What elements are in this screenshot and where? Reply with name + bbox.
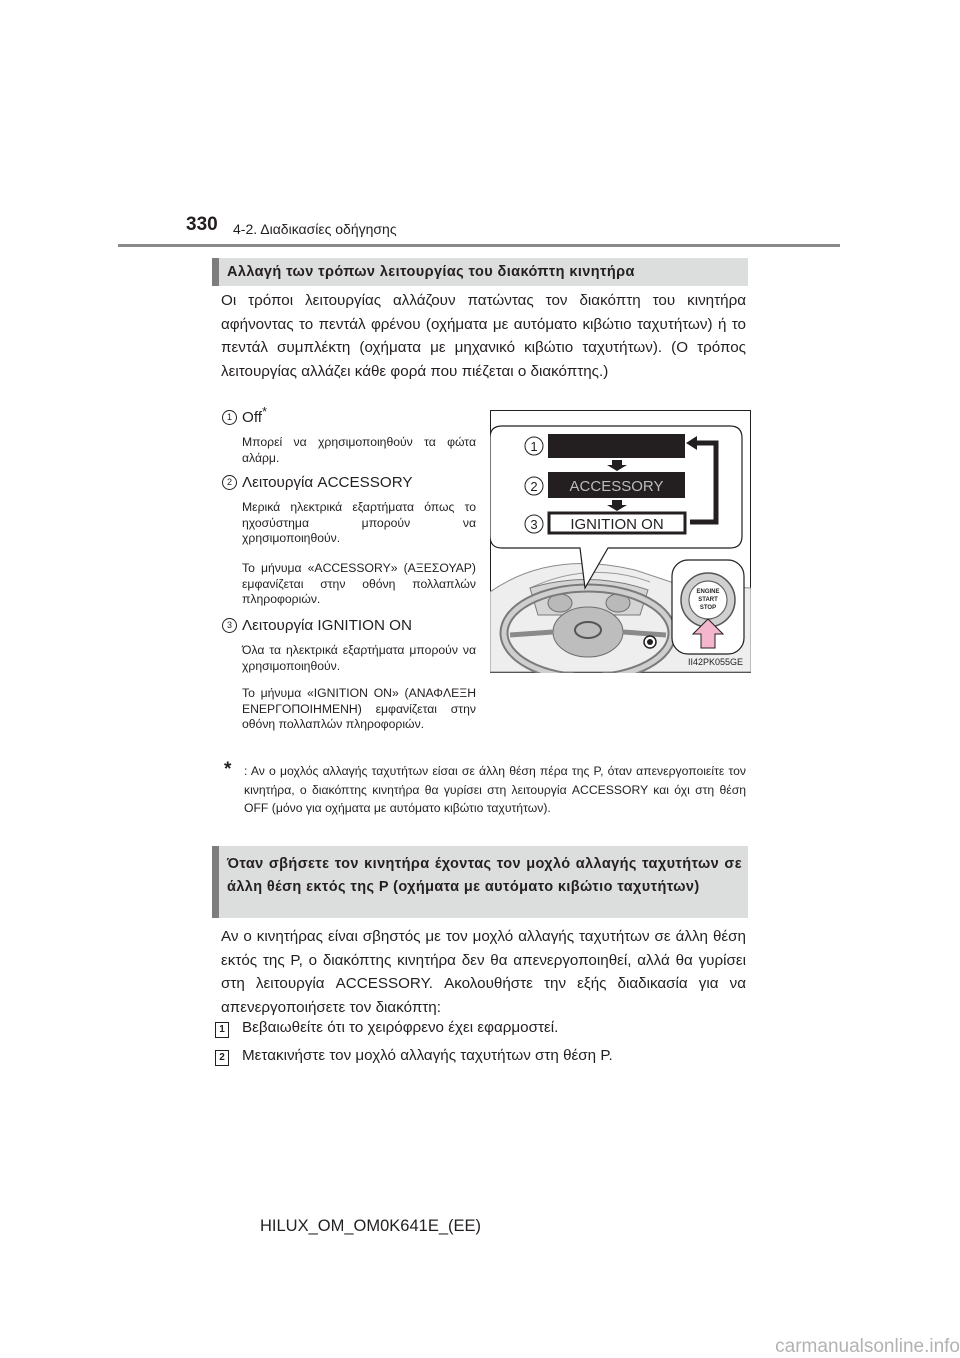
- header-divider: [118, 244, 840, 247]
- shift-lever-paragraph: Αν ο κινητήρας είναι σβηστός με τον μοχλό αλλαγής ταχυτήτων σε άλλη θέση εκτός της P, ο διακόπτης κινητήρα δεν θα απενεργοποιηθεί, αλλά θα γυρίσει στη λειτουργία ACCESSORY. Ακολουθήστε την εξής διαδικασία για να απενεργοποιήσετε τον διακόπτη:: [221, 928, 746, 1016]
- intro-paragraph: Οι τρόποι λειτουργίας αλλάζουν πατώντας τον διακόπτη του κινητήρα αφήνοντας το πεντάλ φρένου (οχήματα με αυτόματο κιβώτιο ταχυτήτων) ή το πεντάλ συμπλέκτη (οχήματα με μηχανικό κιβώτιο ταχυτήτων). (Ο τρόπος λειτουργίας αλλάζει κάθε φορά που πιέζεται ο διακόπτης.): [221, 292, 746, 380]
- item-title-accessory: Λειτουργία ACCESSORY: [242, 474, 413, 491]
- item-title-ignition-on: Λειτουργία IGNITION ON: [242, 617, 412, 634]
- item-desc-ignition-2: Το μήνυμα «IGNITION ON» (ΑΝΑΦΛΕΞΗ ΕΝΕΡΓΟΠΟΙΗΜΕΝΗ) εμφανίζεται στην οθόνη πολλαπλών πληροφοριών.: [242, 686, 476, 732]
- footnote-star: *: [261, 403, 268, 419]
- section-heading-mode-change: Αλλαγή των τρόπων λειτουργίας του διακόπτη κινητήρα: [212, 258, 748, 286]
- item-title-off: [242, 403, 268, 426]
- figure-code: II42PK055GE: [687, 657, 743, 667]
- footnote-text: : Αν ο μοχλός αλλαγής ταχυτήτων είσαι σε άλλη θέση πέρα της P, όταν απενεργοποιείτε τον κινητήρα, ο διακόπτης κινητήρα θα γυρίσει στη λειτουργία ACCESSORY και όχι στη θέση OFF (μόνο για οχήματα με αυτόματο κιβώτιο ταχυτήτων).: [244, 764, 746, 816]
- footnote-marker: *: [224, 759, 232, 780]
- item-number-2: 2: [222, 475, 237, 490]
- breadcrumb: 4-2. Διαδικασίες οδήγησης: [233, 221, 397, 237]
- figure-display-accessory: ACCESSORY: [569, 478, 664, 495]
- button-label-start: START: [698, 597, 718, 603]
- item-number-3: 3: [222, 618, 237, 633]
- page-number: 330: [186, 214, 218, 235]
- step-1-text: Βεβαιωθείτε ότι το χειρόφρενο έχει εφαρμοστεί.: [242, 1019, 559, 1036]
- item-desc-ignition-1: Όλα τα ηλεκτρικά εξαρτήματα μπορούν να χρησιμοποιηθούν.: [242, 643, 476, 673]
- item-desc-off: Μπορεί να χρησιμοποιηθούν τα φώτα αλάρμ.: [242, 435, 476, 465]
- engine-switch-figure: [490, 410, 751, 673]
- manual-code: HILUX_OM_OM0K641E_(EE): [260, 1217, 482, 1235]
- figure-display-ignition: IGNITION ON: [570, 516, 664, 533]
- figure-label-1: 1: [530, 439, 538, 454]
- figure-label-3: 3: [530, 517, 538, 532]
- item-title-off-text: Off: [242, 409, 262, 426]
- item-desc-accessory-1: Μερικά ηλεκτρικά εξαρτήματα όπως το ηχοσύστημα μπορούν να χρησιμοποιηθούν.: [242, 500, 476, 546]
- figure-label-2: 2: [530, 479, 538, 494]
- button-label-stop: STOP: [699, 605, 717, 611]
- section-heading-shift-lever: Όταν σβήσετε τον κινητήρα έχοντας τον μοχλό αλλαγής ταχυτήτων σε άλλη θέση εκτός της P (οχήματα με αυτόματο κιβώτιο ταχυτήτων): [212, 846, 748, 918]
- step-number-2: 2: [215, 1050, 229, 1066]
- step-number-1: 1: [215, 1022, 229, 1038]
- button-label-engine: ENGINE: [696, 589, 720, 595]
- item-number-1: 1: [222, 410, 237, 425]
- step-2-text: Μετακινήστε τον μοχλό αλλαγής ταχυτήτων στη θέση P.: [242, 1047, 613, 1064]
- engine-switch-illustration: [490, 410, 751, 673]
- item-desc-accessory-2: Το μήνυμα «ACCESSORY» (ΑΞΕΣΟΥΑΡ) εμφανίζεται στην οθόνη πολλαπλών πληροφοριών.: [242, 561, 476, 607]
- watermark: carmanualsonline.info: [775, 1336, 960, 1357]
